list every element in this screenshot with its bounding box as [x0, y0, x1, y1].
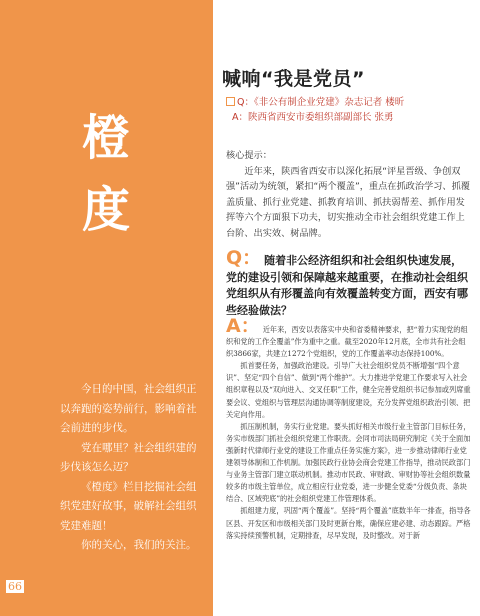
column-title-char-1: 橙 — [82, 110, 131, 166]
column-intro — [60, 380, 200, 556]
question-block — [226, 247, 472, 319]
intro-paragraph: 《橙度》栏目挖掘社会组织党建好故事，破解社会组织党建难题！ — [60, 480, 197, 532]
answer-paragraph: 抓压制机制，务实行业党建。要头抓好相关市级行业主管部门目标任务，务实市级部门抓社会组织党建工作职责。会同市司法局研究制定《关于全面加强新时代律师行业党的建设工作重点任务实施方案》，进一步推动律师行业党建领导体制和工作机制。加强民政行业协会商会党建工作指导，推动民政部门与业务主管部门建立联动机制。推动市民政、审财政、审财协等社会组织数量较多的市级主管单位，成立相应行业党委，进一步健全党委“分级负责、条块结合、区域兜底”的社会组织党建工作管理体系。 — [226, 421, 471, 504]
answer-paragraph: 抓首要任务，加强政治建设。引导广大社会组织党员不断增强“四个意识”、坚定“四个自信”、做到“两个维护”。大力推进学党建工作要求写入社会组织章程以及“双向进入、交叉任职”工作，健全完善党组织书记参加或列席重要会议、党组织与管理层沟通协调等制度建设，充分发挥党组织政治引领、把关定向作用。 — [226, 361, 471, 419]
answer-block — [226, 315, 472, 542]
answer-paragraph — [226, 315, 472, 360]
summary-heading: 核心提示： — [226, 150, 272, 161]
interviewer-text: Q：《非公有制企业党建》杂志记者 楼昕 — [237, 97, 405, 108]
byline — [226, 95, 404, 125]
intro-paragraph: 你的关心，我们的关注。 — [81, 539, 197, 551]
square-bullet-icon — [226, 97, 235, 106]
column-title-char-2: 度 — [82, 182, 131, 238]
article-title: 喊响“我是党员” — [222, 68, 365, 90]
answer-paragraph: 抓组建力度，巩固“两个覆盖”。坚持“两个覆盖”底数半年一排查，指导各区县、开发区和市级相关部门及时更新台账，确保应建必建、动态跟踪。严格落实持续预警机制，定期排查，尽早发现，及时整改。对于新 — [226, 506, 471, 540]
column-sidebar — [0, 0, 213, 616]
page-number: 66 — [8, 580, 22, 593]
core-summary — [226, 148, 472, 242]
answer-mark: A： — [226, 315, 260, 337]
intro-paragraph: 党在哪里？社会组织建的步伐该怎么迈？ — [60, 441, 197, 473]
summary-body: 近年来，陕西省西安市以深化拓展“评星晋级、争创双强”活动为统领，紧扣“两个覆盖”，重点在抓政治学习、抓覆盖质量、抓行业党建、抓教育培训、抓扶弱帮差、抓作用发挥等六个方面狠下功夫，切实推动全市社会组织党建工作上台阶、出实效、树品牌。 — [226, 165, 470, 239]
question-mark: Q： — [226, 247, 262, 269]
interviewer-line — [226, 95, 404, 110]
answer-paragraph-text: 近年来，西安以表落实中央和省委精神要求，把“着力实现党的组织和党的工作全覆盖”作为重中之重。截至2020年12月底，全市共有社会组织3866家，共建立1272个党组织，党的工作覆盖率动态保持100%。 — [226, 325, 468, 359]
interviewee-line: A：陕西省西安市委组织部副部长 张勇 — [232, 112, 394, 123]
question-text: 随着非公经济组织和社会组织快速发展，党的建设引领和保障越来越重要，在推动社会组织党组织从有形覆盖向有效覆盖转变方面，西安有哪些经验做法？ — [226, 254, 468, 317]
intro-paragraph: 今日的中国，社会组织正以奔跑的姿势前行，影响着社会前进的步伐。 — [60, 383, 197, 434]
